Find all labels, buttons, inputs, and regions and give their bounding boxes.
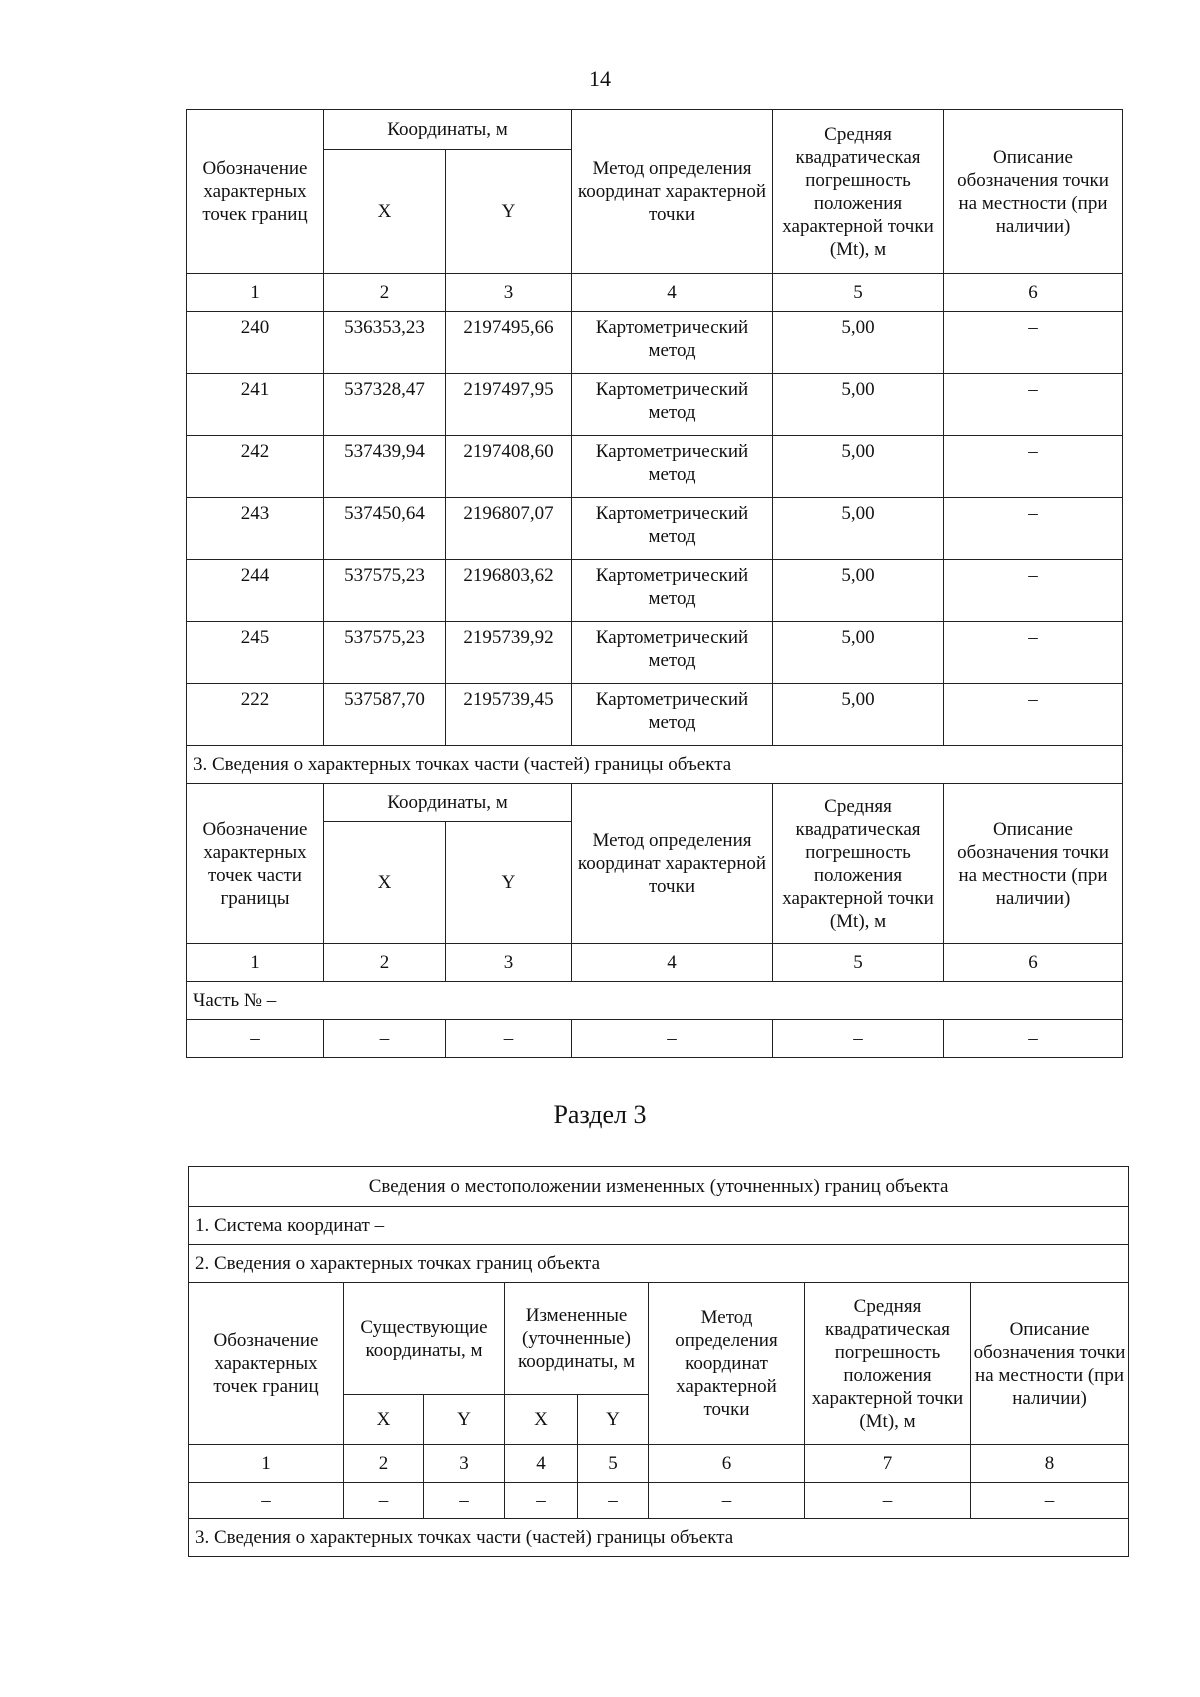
table-row — [187, 374, 1123, 436]
accuracy: 5,00 — [773, 560, 944, 622]
empty-cell: – — [773, 1020, 944, 1058]
header-accuracy: Средняя квадратическая погрешность положения характерной точки (Mt), м — [773, 110, 944, 274]
coord-x: 537575,23 — [324, 622, 446, 684]
header-description: Описание обозначения точки на местности (при наличии) — [971, 1283, 1129, 1445]
empty-cell: – — [424, 1483, 505, 1519]
method: Картометрический метод — [572, 312, 773, 374]
header-method: Метод определения координат характерной точки — [572, 110, 773, 274]
table-row — [187, 436, 1123, 498]
empty-cell: – — [189, 1483, 344, 1519]
coord-y: 2197495,66 — [446, 312, 572, 374]
column-number: 5 — [773, 944, 944, 982]
coord-y: 2197497,95 — [446, 374, 572, 436]
header-y-changed: Y — [578, 1395, 649, 1445]
coordinate-system: 1. Система координат – — [189, 1207, 1129, 1245]
column-number: 5 — [773, 274, 944, 312]
point-id: 244 — [187, 560, 324, 622]
column-number: 6 — [944, 944, 1123, 982]
method: Картометрический метод — [572, 436, 773, 498]
header-y-existing: Y — [424, 1395, 505, 1445]
coord-x: 537587,70 — [324, 684, 446, 746]
point-id: 240 — [187, 312, 324, 374]
coord-y: 2195739,92 — [446, 622, 572, 684]
coord-x: 537439,94 — [324, 436, 446, 498]
header-x-existing: X — [344, 1395, 424, 1445]
method: Картометрический метод — [572, 498, 773, 560]
coord-x: 537328,47 — [324, 374, 446, 436]
empty-cell: – — [649, 1483, 805, 1519]
table-row — [187, 1020, 1123, 1058]
table-row — [187, 312, 1123, 374]
column-number: 3 — [424, 1445, 505, 1483]
point-id: 241 — [187, 374, 324, 436]
header-x: X — [324, 150, 446, 274]
accuracy: 5,00 — [773, 622, 944, 684]
empty-cell: – — [944, 1020, 1123, 1058]
column-number: 5 — [578, 1445, 649, 1483]
header-description: Описание обозначения точки на местности (при наличии) — [944, 110, 1123, 274]
coord-x: 536353,23 — [324, 312, 446, 374]
accuracy: 5,00 — [773, 374, 944, 436]
description: – — [944, 374, 1123, 436]
table-row — [187, 622, 1123, 684]
part-header-coords: Координаты, м — [324, 784, 572, 822]
empty-cell: – — [324, 1020, 446, 1058]
empty-cell: – — [344, 1483, 424, 1519]
column-number: 6 — [944, 274, 1123, 312]
table-row — [187, 498, 1123, 560]
header-x-changed: X — [505, 1395, 578, 1445]
method: Картометрический метод — [572, 622, 773, 684]
point-id: 242 — [187, 436, 324, 498]
column-number: 4 — [505, 1445, 578, 1483]
column-number: 3 — [446, 944, 572, 982]
description: – — [944, 560, 1123, 622]
column-number: 3 — [446, 274, 572, 312]
coord-y: 2197408,60 — [446, 436, 572, 498]
header-accuracy: Средняя квадратическая погрешность положения характерной точки (Mt), м — [805, 1283, 971, 1445]
section-title: Раздел 3 — [553, 1100, 647, 1129]
column-number: 6 — [649, 1445, 805, 1483]
point-id: 243 — [187, 498, 324, 560]
description: – — [944, 684, 1123, 746]
column-number: 2 — [324, 944, 446, 982]
column-number: 4 — [572, 274, 773, 312]
part-header-description: Описание обозначения точки на местности (при наличии) — [944, 784, 1123, 944]
accuracy: 5,00 — [773, 498, 944, 560]
empty-cell: – — [805, 1483, 971, 1519]
changed-boundaries-table — [188, 1166, 1129, 1557]
part-header-y: Y — [446, 822, 572, 944]
table-title: Сведения о местоположении измененных (уточненных) границ объекта — [189, 1167, 1129, 1207]
description: – — [944, 622, 1123, 684]
accuracy: 5,00 — [773, 312, 944, 374]
point-id: 245 — [187, 622, 324, 684]
part-header-accuracy: Средняя квадратическая погрешность положения характерной точки (Mt), м — [773, 784, 944, 944]
coord-x: 537575,23 — [324, 560, 446, 622]
table-row — [189, 1483, 1129, 1519]
method: Картометрический метод — [572, 374, 773, 436]
header-coords: Координаты, м — [324, 110, 572, 150]
table-row — [187, 560, 1123, 622]
column-number: 7 — [805, 1445, 971, 1483]
method: Картометрический метод — [572, 684, 773, 746]
coord-x: 537450,64 — [324, 498, 446, 560]
part-points-heading: 3. Сведения о характерных точках части (частей) границы объекта — [189, 1519, 1129, 1557]
page-number: 14 — [589, 66, 611, 91]
column-number: 4 — [572, 944, 773, 982]
part-points-heading: 3. Сведения о характерных точках части (частей) границы объекта — [187, 746, 1123, 784]
boundary-points-table — [186, 109, 1123, 1058]
column-number: 8 — [971, 1445, 1129, 1483]
empty-cell: – — [187, 1020, 324, 1058]
empty-cell: – — [505, 1483, 578, 1519]
header-changed-coords: Измененные (уточненные) координаты, м — [505, 1283, 649, 1395]
header-existing-coords: Существующие координаты, м — [344, 1283, 505, 1395]
description: – — [944, 312, 1123, 374]
coord-y: 2196803,62 — [446, 560, 572, 622]
coord-y: 2195739,45 — [446, 684, 572, 746]
column-number: 2 — [344, 1445, 424, 1483]
empty-cell: – — [578, 1483, 649, 1519]
column-number: 1 — [189, 1445, 344, 1483]
part-header-designation: Обозначение характерных точек части границы — [187, 784, 324, 944]
coord-y: 2196807,07 — [446, 498, 572, 560]
description: – — [944, 436, 1123, 498]
header-method: Метод определения координат характерной точки — [649, 1283, 805, 1445]
part-header-x: X — [324, 822, 446, 944]
point-id: 222 — [187, 684, 324, 746]
table-row — [187, 684, 1123, 746]
accuracy: 5,00 — [773, 436, 944, 498]
header-designation: Обозначение характерных точек границ — [187, 110, 324, 274]
empty-cell: – — [971, 1483, 1129, 1519]
column-number: 1 — [187, 274, 324, 312]
part-header-method: Метод определения координат характерной точки — [572, 784, 773, 944]
method: Картометрический метод — [572, 560, 773, 622]
accuracy: 5,00 — [773, 684, 944, 746]
description: – — [944, 498, 1123, 560]
header-designation: Обозначение характерных точек границ — [189, 1283, 344, 1445]
column-number: 2 — [324, 274, 446, 312]
empty-cell: – — [446, 1020, 572, 1058]
empty-cell: – — [572, 1020, 773, 1058]
header-y: Y — [446, 150, 572, 274]
column-number: 1 — [187, 944, 324, 982]
points-heading: 2. Сведения о характерных точках границ объекта — [189, 1245, 1129, 1283]
part-number-label: Часть № – — [187, 982, 1123, 1020]
